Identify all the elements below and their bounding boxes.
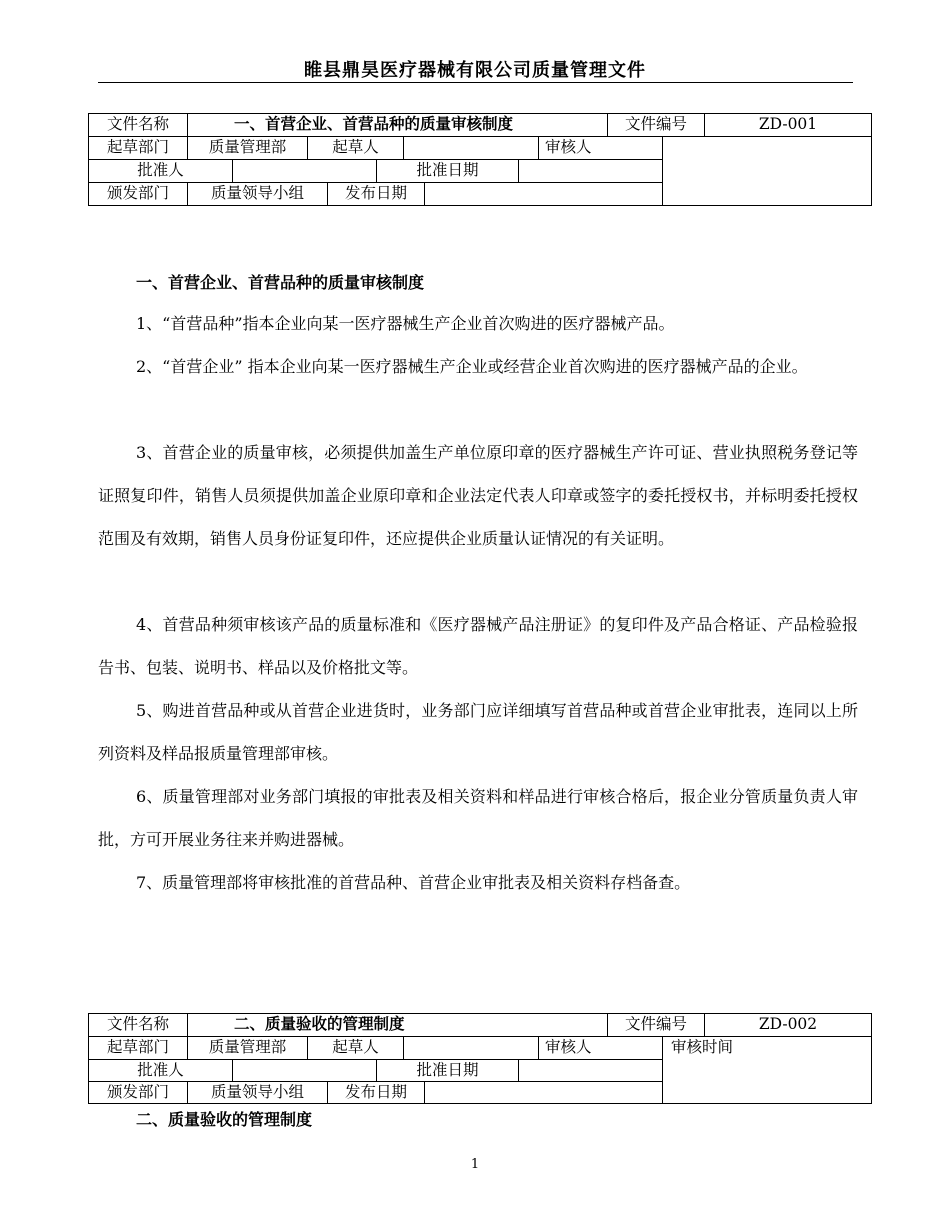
draft-dept-value: 质量管理部 xyxy=(187,136,308,160)
approver-label: 批准人 xyxy=(88,159,233,183)
approver-label: 批准人 xyxy=(88,1059,233,1082)
draft-dept-label: 起草部门 xyxy=(88,136,188,160)
paragraph-5: 5、购进首营品种或从首营企业进货时，业务部门应详细填写首营品种或首营企业审批表，连同以上所列资料及样品报质量管理部审核。 xyxy=(98,701,858,763)
review-time-cell xyxy=(662,1036,872,1104)
issue-date-label: 发布日期 xyxy=(327,1081,425,1104)
paragraph-4: 4、首营品种须审核该产品的质量标准和《医疗器械产品注册证》的复印件及产品合格证、产品检验报告书、包装、说明书、样品以及价格批文等。 xyxy=(98,615,858,677)
approver-value xyxy=(232,1059,377,1082)
issue-dept-value: 质量领导小组 xyxy=(187,1081,328,1104)
issue-dept-label: 颁发部门 xyxy=(88,182,188,206)
file-no-value: ZD-002 xyxy=(704,1013,872,1037)
header-divider xyxy=(98,82,853,83)
approve-date-value xyxy=(518,1059,663,1082)
drafter-label: 起草人 xyxy=(307,136,404,160)
issue-date-label: 发布日期 xyxy=(327,182,425,206)
issue-date-value xyxy=(424,182,663,206)
drafter-label: 起草人 xyxy=(307,1036,404,1060)
paragraph-1: 1、“首营品种”指本企业向某一医疗器械生产企业首次购进的医疗器械产品。 xyxy=(136,314,675,333)
file-name-value: 二、质量验收的管理制度 xyxy=(187,1013,608,1037)
draft-dept-label: 起草部门 xyxy=(88,1036,188,1060)
file-name-label: 文件名称 xyxy=(88,1013,188,1037)
page-number: 1 xyxy=(470,1157,480,1172)
reviewer-label: 审核人 xyxy=(538,1036,663,1060)
section-1-heading: 一、首营企业、首营品种的质量审核制度 xyxy=(136,273,425,292)
paragraph-7: 7、质量管理部将审核批准的首营品种、首营企业审批表及相关资料存档备查。 xyxy=(136,873,691,892)
issue-date-value xyxy=(424,1081,663,1104)
document-header-title: 睢县鼎昊医疗器械有限公司质量管理文件 xyxy=(304,60,646,81)
issue-dept-value: 质量领导小组 xyxy=(187,182,328,206)
approve-date-label: 批准日期 xyxy=(376,159,519,183)
drafter-value xyxy=(403,136,539,160)
file-name-label: 文件名称 xyxy=(88,113,188,137)
file-no-label: 文件编号 xyxy=(607,113,705,137)
approver-value xyxy=(232,159,377,183)
file-no-label: 文件编号 xyxy=(607,1013,705,1037)
reviewer-label: 审核人 xyxy=(538,136,663,160)
review-blank-cell xyxy=(662,136,872,206)
approve-date-value xyxy=(518,159,663,183)
review-time-label: 审核时间 xyxy=(671,1038,734,1056)
paragraph-2: 2、“首营企业” 指本企业向某一医疗器械生产企业或经营企业首次购进的医疗器械产品的企业。 xyxy=(136,357,808,376)
paragraph-3: 3、首营企业的质量审核，必须提供加盖生产单位原印章的医疗器械生产许可证、营业执照税务登记等证照复印件，销售人员须提供加盖企业原印章和企业法定代表人印章或签字的委托授权书，并标明委托授权范围及有效期，销售人员身份证复印件，还应提供企业质量认证情况的有关证明。 xyxy=(98,443,858,548)
file-name-value: 一、首营企业、首营品种的质量审核制度 xyxy=(187,113,608,137)
section-2-heading: 二、质量验收的管理制度 xyxy=(136,1110,313,1129)
draft-dept-value: 质量管理部 xyxy=(187,1036,308,1060)
approve-date-label: 批准日期 xyxy=(376,1059,519,1082)
file-no-value: ZD-001 xyxy=(704,113,872,137)
paragraph-6: 6、质量管理部对业务部门填报的审批表及相关资料和样品进行审核合格后，报企业分管质量负责人审批，方可开展业务往来并购进器械。 xyxy=(98,787,858,849)
drafter-value xyxy=(403,1036,539,1060)
issue-dept-label: 颁发部门 xyxy=(88,1081,188,1104)
